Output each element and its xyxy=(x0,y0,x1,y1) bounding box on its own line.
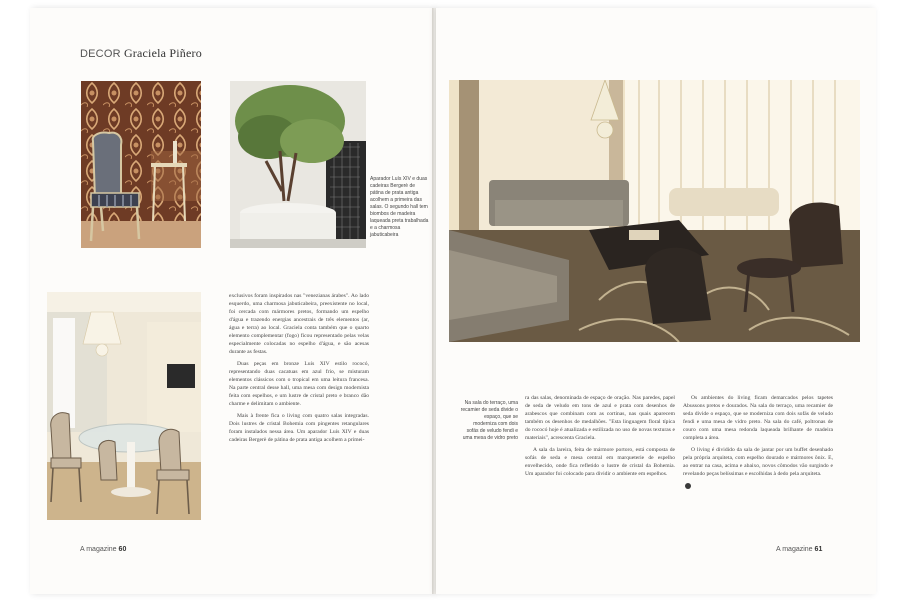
paragraph: A sala da lareira, feita de mármore portoro, está composta de sofás de seda e mesa central em marqueterie de espelho envelhecido, onde fica refletido o lustre de cristal da Bohemia. Um aparador foi colocado para dividir o ambiente em espelhos. xyxy=(525,447,675,477)
folio-right xyxy=(776,546,822,553)
mid-text-column xyxy=(525,394,675,482)
folio-left xyxy=(80,546,126,553)
paragraph: ra das salas, denominada de espaço de oração. Nas paredes, papel de seda de veludo em tons de azul e prata com desenhos de arabescos que combinam com as cortinas, nas quais aparecem também os desenhos de medalhões. "Esta linguagem floral típica do rococó hoje é atualizada e estilizada no uso de novas texturas e materiais", acrescenta Graciela. xyxy=(525,395,675,441)
photo-chair-damask xyxy=(81,81,201,248)
paragraph: Duas peças em bronze Luís XIV estilo rococó, representando duas cacatuas em azul frio, se misturam elementos clássicos com o tropical em uma leitura francesa. Na parte central desse hall, uma mesa com design modernista feita com espelhos, e um lustre de cristal preto e branco dão charme e delimitam o ambiente. xyxy=(229,361,369,407)
folio-label: A magazine xyxy=(776,546,813,553)
caption-living: Na sala do terraço, uma recamier de seda divide o espaço, que se moderniza com dois sofás de veludo fendi e uma mesa de vidro preto xyxy=(460,400,518,441)
page-number: 60 xyxy=(118,546,127,553)
paragraph: O living é dividido da sala de jantar por um buffet desenhado pela própria arquiteta, com espelho dourado e mármores ônix. E, ao entrar na casa, acima e abaixo, novos cômodos vão surgindo e revelando peças belíssimas e escolhidas à dedo pela arquiteta. xyxy=(683,447,833,477)
page-number: 61 xyxy=(814,546,823,553)
right-text-column xyxy=(683,394,833,490)
page-header xyxy=(80,46,202,61)
photo-living-room xyxy=(449,80,860,342)
photo-dining-room xyxy=(47,292,201,520)
folio-label: A magazine xyxy=(80,546,117,553)
photo-jabuticaba-tree xyxy=(230,81,366,248)
paragraph: Os ambientes do living ficam demarcados pelos tapetes Abussons pretos e dourados. Na sala do terraço, uma recamier de seda divide o espaço, que se moderniza com dois sofás de veludo fendi e uma mesa de vidro preto. Na sala do café, poltronas de couro com uma mesa redonda laqueada brilhante de madeira completa a área. xyxy=(683,395,833,441)
left-text-column xyxy=(229,292,369,448)
caption-entry-hall: Aparador Luís XIV e duas cadeiras Bergerè de pátina de prata antiga acolhem a primeira das salas. O segundo hall tem biombos de madeira laqueada preta trabalhada e a charmosa jabuticabeira xyxy=(370,176,429,238)
paragraph: exclusivos foram inspirados nas "venezianas árabes". Ao lado esquerdo, uma charmosa jabuticabeira, preexistente no local, foi cercada com mármores pretos, formando um espelho d'água e trazendo energias ancestrais de três elementos (ar, água e terra) ao local. Graciela conta também que o quarto elemento complementar (fogo) ficou representado pelas velas especialmente colocadas no espelho d'água, e são acesas durante as festas. xyxy=(229,293,369,355)
section-label: DECOR xyxy=(80,48,121,60)
paragraph: Mais à frente fica o living com quatro salas integradas. Dois lustres de cristal Bohemia com pingentes retangulares foram instalados nessa área. Um aparador Luís XIV e duas cadeiras Bergerè de pátina de prata antiga acolhem a primei- xyxy=(229,413,369,443)
designer-name: Graciela Piñero xyxy=(123,46,202,60)
end-mark-icon xyxy=(685,483,691,489)
